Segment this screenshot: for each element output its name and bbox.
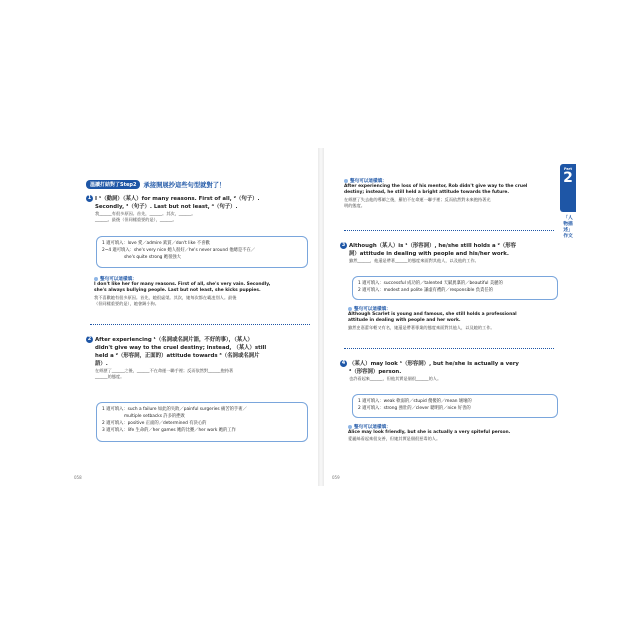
item-3-sentence-line: Although（某人）is ¹（形容詞）, he/she still holds a ²（形容 <box>349 243 517 249</box>
sample-translation: 我不喜歡她有很多原因。首先，她很虛榮。其次，她每次都在霸凌別人。最後 <box>94 294 237 300</box>
part-number: 2 <box>563 170 573 186</box>
part-tab <box>560 164 576 212</box>
item-4-sentence-line: ²（形容詞）person. <box>349 369 402 375</box>
item-1-sample <box>94 276 314 307</box>
item-2-sentence-line: After experiencing ¹（名詞或名詞片語，不好的事），（某人） <box>95 337 253 343</box>
item-3-translation: 雖然______，他還是帶著______的態度來面對其他人，以及他的工作。 <box>349 258 479 263</box>
fill-row: she's quite strong 她很強大 <box>124 255 181 260</box>
item-1-translation: ______。最後（但同樣重要的是），______。 <box>95 217 177 222</box>
item-1-sentence-line: I ¹（動詞）（某人）for many reasons. First of all, ²（句子）. <box>95 196 260 202</box>
step-banner <box>86 180 225 189</box>
item-4-translation: 也許看起來______，但他其實是個很______的人。 <box>349 376 442 381</box>
item-3-sentence-line: 詞）attitude in dealing with people and his/her work. <box>349 251 509 257</box>
item-2-translation: ______的態度。 <box>95 374 125 379</box>
page-number: 058 <box>74 475 82 480</box>
item-2-sample <box>344 178 556 209</box>
sample-line: Although Scarlet is young and famous, she still holds a professional <box>348 312 517 317</box>
item-2-translation: 在經歷了______之後，______不在命運一聯手裡；反而依然對______抱持著 <box>95 368 234 373</box>
item-3 <box>340 242 560 264</box>
sample-translation: 在經歷了失去他的導師之後，羅伯不在命運一聯手裡；反而依然對未來抱持著光 <box>344 196 491 202</box>
sample-translation: 明的態度。 <box>344 202 365 208</box>
divider <box>90 324 310 325</box>
item-3-fill-box <box>352 276 558 300</box>
divider <box>344 230 554 231</box>
item-1 <box>86 195 311 223</box>
item-4 <box>340 360 560 382</box>
number-4-icon: 4 <box>341 360 346 366</box>
fill-row: 2 適可填入：modest and polite 謙虛有禮的／responsible 負責任的 <box>358 288 493 293</box>
item-1-sentence-line: Secondly, ³（句子）. Last but not least, ⁴（句子）. <box>95 204 238 210</box>
right-page <box>324 148 576 486</box>
sample-line: attitude in dealing with people and her work. <box>348 318 461 324</box>
part-title-vertical: 「人物描述」作文 <box>563 216 573 239</box>
fill-row: 2 適可填入：strong 強壯的／clever 聰明的／nice 好善的 <box>358 406 471 411</box>
sample-line: After experiencing the loss of his mentor, Rob didn't give way to the cruel <box>344 184 528 189</box>
item-2-sentence-line: 語）. <box>95 361 108 367</box>
fill-row: 2 適可填入：positive 正面的／determined 有決心的 <box>102 421 207 426</box>
sample-heading: 整句可以這樣填： <box>94 276 314 282</box>
item-2-sentence-line: didn't give way to the cruel destiny; instead, （某人）still <box>95 345 267 351</box>
item-4-sample <box>348 424 560 442</box>
sample-line: I don't like her for many reasons. First of all, she's very vain. Secondly, <box>94 282 271 287</box>
sample-line: Alice may look friendly, but she is actually a very spiteful person. <box>348 430 511 435</box>
fill-row: 1 適可填入：weak 軟弱的／stupid 傻傻的／mean 壞壞的 <box>358 399 472 404</box>
sample-heading: 整句可以這樣填： <box>348 424 560 430</box>
fill-row: 1 適可填入：such a failure 如此的失敗／painful surgeries 痛苦的手術／ <box>102 407 247 412</box>
left-page <box>66 148 318 486</box>
item-1-fill-box <box>96 236 308 268</box>
sample-translation: 愛麗絲看起來很友善，但她其實是個很惡毒的人。 <box>348 436 441 442</box>
item-2-sentence-line: held a ²（形容詞，正面的）attitude towards ³（名詞或名詞片 <box>95 353 260 359</box>
item-1-translation: 我______有很多原因。首先，______。其次，______。 <box>95 211 196 216</box>
sample-heading: 整句可以這樣填： <box>348 306 560 312</box>
sample-line: she's always bullying people. Last but not least, she kicks puppies. <box>94 288 261 294</box>
part-label: Part <box>564 167 572 171</box>
item-4-sentence-line: （某人）may look ¹（形容詞）, but he/she is actually a very <box>349 361 519 367</box>
page-number: 059 <box>332 475 340 480</box>
fill-row: 2~4 適可填入：she's very nice 她人很好／he's never around 他總是不在／ <box>102 248 256 253</box>
sample-line: destiny; instead, he still held a bright attitude towards the future. <box>344 190 510 196</box>
step-title: 承接開展抄這些句型就對了！ <box>143 182 226 189</box>
item-3-sample <box>348 306 560 331</box>
fill-row: 1 適可填入：successful 成功的／talented 天賦異稟的／beautiful 美麗的 <box>358 281 503 286</box>
item-4-fill-box <box>352 394 558 418</box>
fill-row: 1 適可填入：love 愛／admire 欽賞／don't like 不喜歡 <box>102 241 210 246</box>
sample-heading: 整句可以這樣填： <box>344 178 556 184</box>
sample-translation: （但同樣重要的是），她會踢小狗。 <box>94 300 159 306</box>
number-1-icon: 1 <box>87 195 92 201</box>
item-2 <box>86 336 311 380</box>
number-3-icon: 3 <box>341 242 346 248</box>
step-tag: 溫讀打結對了Step2 <box>86 180 140 189</box>
sample-translation: 雖然史嘉蕾年輕又有名，她還是帶著專業的態度來面對其他人，以及她的工作。 <box>348 324 495 330</box>
book-spread <box>66 148 576 486</box>
fill-row: multiple setbacks 許多的挫敗 <box>124 414 185 419</box>
number-2-icon: 2 <box>87 336 92 342</box>
divider <box>344 348 554 349</box>
fill-row: 3 適可填入：life 生命的／her games 她的比賽／her work 她的工作 <box>102 428 236 433</box>
item-2-fill-box <box>96 402 308 442</box>
